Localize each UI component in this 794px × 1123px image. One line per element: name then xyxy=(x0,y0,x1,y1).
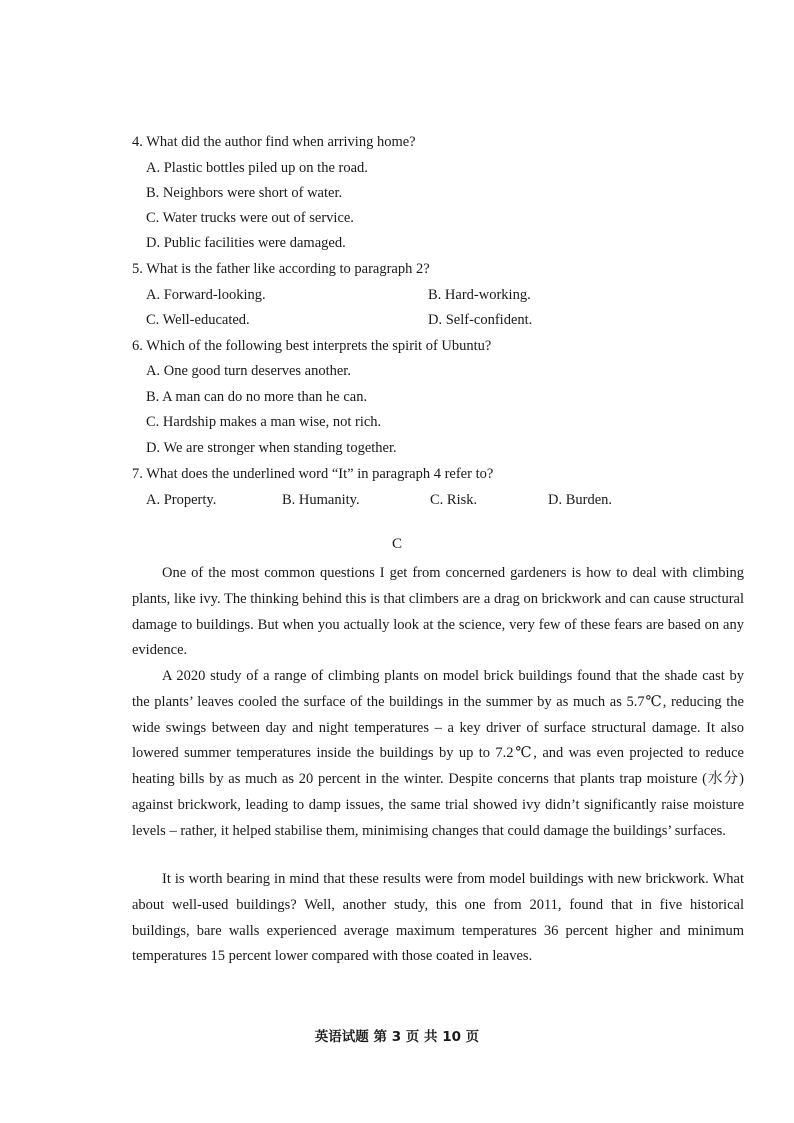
q4-option-d: D. Public facilities were damaged. xyxy=(146,235,346,251)
q5-option-c: C. Well-educated. xyxy=(146,312,250,328)
q7-option-a: A. Property. xyxy=(146,492,217,508)
question-7: 7. What does the underlined word “It” in paragraph 4 refer to? xyxy=(132,466,494,482)
q4-option-c: C. Water trucks were out of service. xyxy=(146,210,354,226)
paragraph-1-text: One of the most common questions I get from concerned gardeners is how to deal with climbing plants, like ivy. The thinking behind this is that climbers are a drag on brickwork and can cause structural damage to buildings. But when you actually look at the science, very few of these fears are based on any evidence. xyxy=(132,565,744,659)
page-footer: 英语试题 第 3 页 共 10 页 xyxy=(314,1029,480,1045)
paragraph-3-text: It is worth bearing in mind that these results were from model buildings with new brickwork. What about well-used buildings? Well, another study, this one from 2011, found that in five historical buildings, bare walls experienced average maximum temperatures 36 percent higher and minimum temperatures 15 percent lower compared with those coated in leaves. xyxy=(132,871,744,965)
q4-option-b: B. Neighbors were short of water. xyxy=(146,185,343,201)
q5-option-d: D. Self-confident. xyxy=(428,312,533,328)
q6-option-d: D. We are stronger when standing together. xyxy=(146,440,397,456)
paragraph-3 xyxy=(132,867,744,970)
q7-option-c: C. Risk. xyxy=(430,492,478,508)
section-title: C xyxy=(391,536,402,552)
q7-option-b: B. Humanity. xyxy=(282,492,360,508)
question-6: 6. Which of the following best interprets the spirit of Ubuntu? xyxy=(132,338,492,354)
q5-option-a: A. Forward-looking. xyxy=(146,287,266,303)
paragraph-2-text: A 2020 study of a range of climbing plants on model brick buildings found that the shade cast by the plants’ leaves cooled the surface of the buildings in the summer by as much as 5.7℃, reducing the wide swings between day and night temperatures – a key driver of surface structural damage. It also lowered summer temperatures inside the buildings by up to 7.2℃, and was even projected to reduce heating bills by as much as 20 percent in the winter. Despite concerns that plants trap moisture (水分) against brickwork, leading to damp issues, the same trial showed ivy didn’t significantly raise moisture levels – rather, it helped stabilise them, minimising changes that could damage the buildings’ surfaces. xyxy=(132,668,744,839)
paragraph-2 xyxy=(132,664,744,845)
question-5: 5. What is the father like according to paragraph 2? xyxy=(132,261,430,277)
question-4: 4. What did the author find when arriving home? xyxy=(132,134,416,150)
q6-option-b: B. A man can do no more than he can. xyxy=(146,389,368,405)
paragraph-1 xyxy=(132,561,744,664)
q5-option-b: B. Hard-working. xyxy=(428,287,531,303)
q4-option-a: A. Plastic bottles piled up on the road. xyxy=(146,160,368,176)
q7-option-d: D. Burden. xyxy=(548,492,613,508)
q6-option-a: A. One good turn deserves another. xyxy=(146,363,351,379)
q6-option-c: C. Hardship makes a man wise, not rich. xyxy=(146,414,382,430)
